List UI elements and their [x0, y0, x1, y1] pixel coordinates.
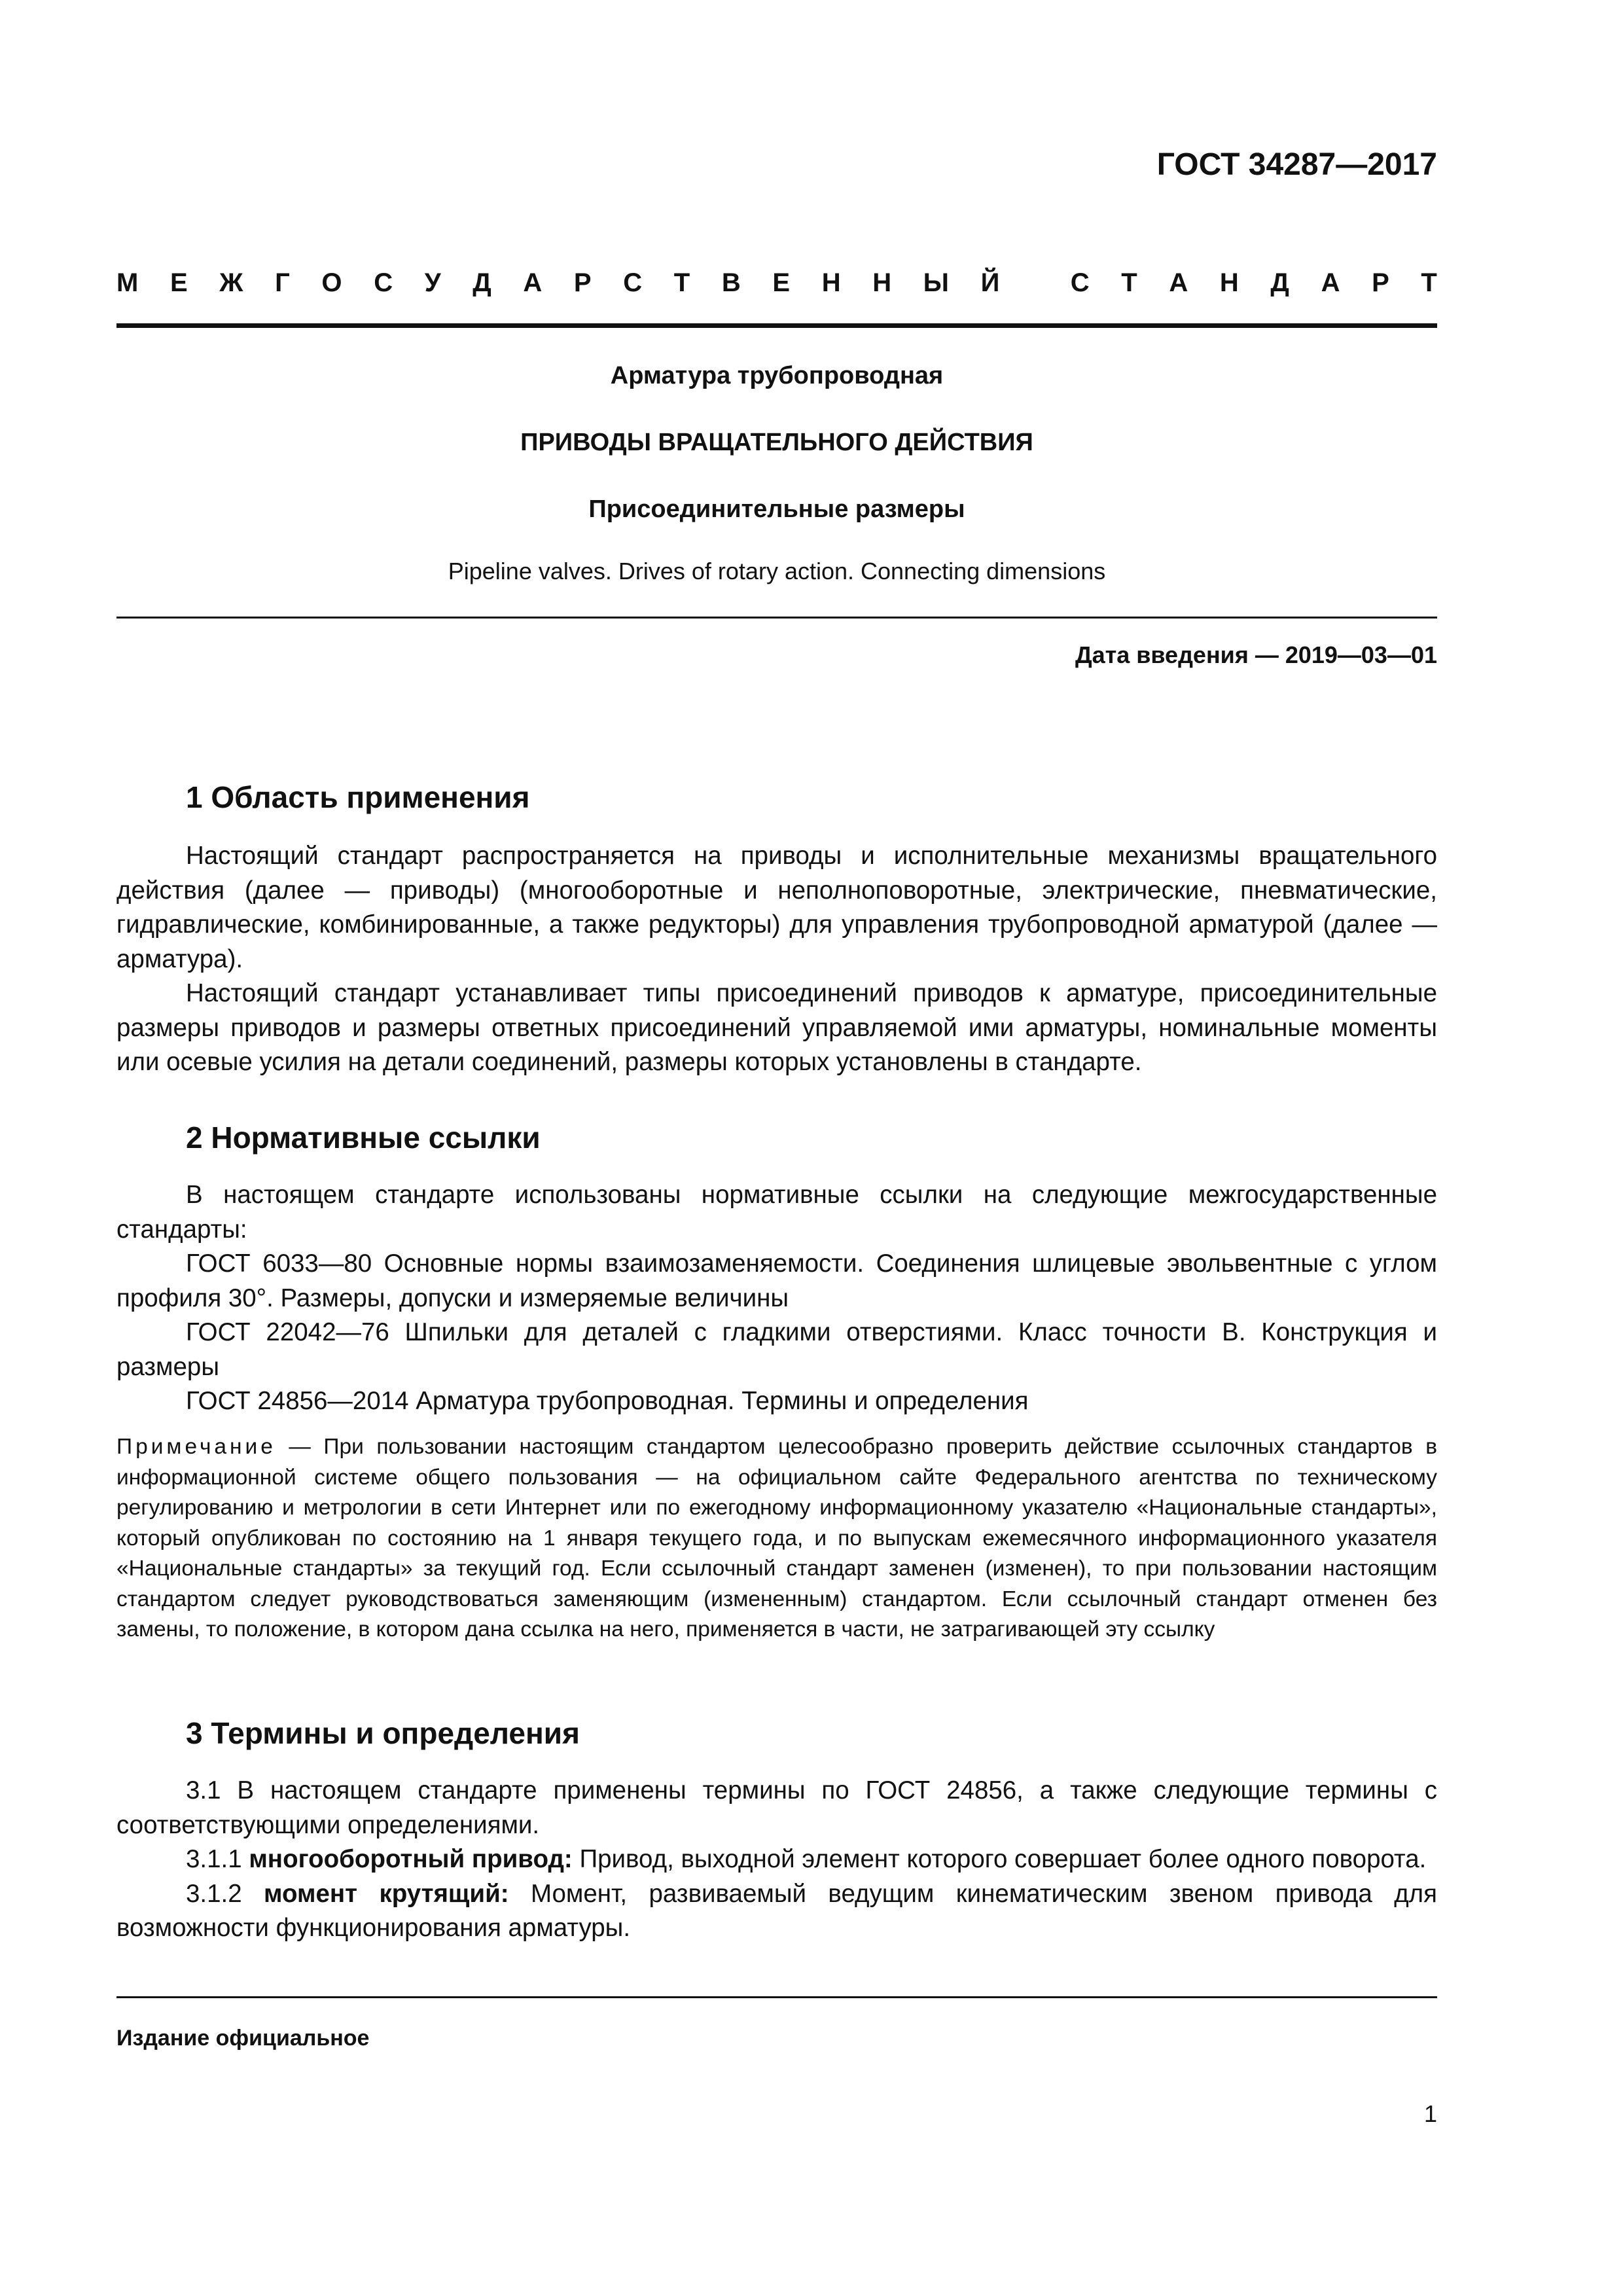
word-gap: [1031, 264, 1039, 301]
header-rule: [116, 323, 1437, 328]
definition: Момент, развиваемый ведущим кинематическим звеном привода для возможности функционирования арматуры.: [116, 1879, 1437, 1942]
paragraph: В настоящем стандарте использованы нормативные ссылки на следующие межгосударственные стандарты:: [116, 1181, 1437, 1244]
reference-item: ГОСТ 6033—80 Основные нормы взаимозаменяемости. Соединения шлицевые эвольвентные с углом профиля 30°. Размеры, допуски и измеряемые величины: [116, 1249, 1437, 1312]
term-number: 3.1.1: [186, 1845, 249, 1873]
letter: А: [1169, 268, 1188, 297]
letter: А: [1321, 268, 1340, 297]
letter: Р: [1372, 268, 1389, 297]
section-2-title: 2 Нормативные ссылки: [186, 1121, 541, 1155]
letter: Й: [980, 268, 1000, 297]
term: многооборотный привод:: [249, 1845, 573, 1873]
introduction-date: Дата введения — 2019—03—01: [1075, 641, 1437, 668]
letter: Т: [673, 268, 690, 297]
section-3-title: 3 Термины и определения: [186, 1716, 580, 1750]
term: момент крутящий:: [264, 1879, 509, 1908]
letter: В: [721, 268, 741, 297]
letter: С: [623, 268, 643, 297]
title-line-3: Присоединительные размеры: [588, 495, 965, 523]
term-definition: [116, 1877, 1437, 1946]
letter: Р: [573, 268, 592, 297]
letter: Д: [473, 268, 491, 297]
term-number: 3.1.2: [186, 1879, 264, 1908]
edition-label: Издание официальное: [116, 2026, 370, 2051]
paragraph: Настоящий стандарт устанавливает типы присоединений приводов к арматуре, присоединительные размеры приводов и размеры ответных присоединений управляемой ими арматуры, номинальные моменты или осевые усилия на детали соединений, размеры которых установлены в стандарте.: [116, 979, 1437, 1076]
section-3-body: [116, 1774, 1437, 1946]
reference-item: ГОСТ 24856—2014 Арматура трубопроводная. Термины и определения: [186, 1387, 1029, 1415]
letter: А: [523, 268, 543, 297]
letter: Т: [1121, 268, 1137, 297]
note-text: — При пользовании настоящим стандартом целесообразно проверить действие ссылочных стандартов в информационной системе общего пользования — на официальном сайте Федерального агентства по техническому регулированию и метрологии в сети Интернет или по ежегодному информационному указателю «Национальные стандарты», который опубликован по состоянию на 1 января текущего года, и по выпускам ежемесячного информационного указателя «Национальные стандарты» за текущий год. Если ссылочный стандарт заменен (изменен), то при пользовании настоящим стандартом следует руководствоваться заменяющим (измененным) стандартом. Если ссылочный стандарт отменен без замены, то положение, в котором дана ссылка на него, применяется в части, не затрагивающей эту ссылку: [116, 1435, 1437, 1641]
footer-rule: [116, 1996, 1437, 1998]
section-2-body: [116, 1178, 1437, 1419]
section-1-body: [116, 839, 1437, 1080]
section-1-title: 1 Область применения: [186, 780, 530, 814]
document-number: ГОСТ 34287—2017: [1156, 147, 1437, 182]
letter: Е: [772, 268, 791, 297]
letter: Д: [1270, 268, 1289, 297]
letter: Т: [1421, 268, 1437, 297]
title-english: Pipeline valves. Drives of rotary action. Connecting dimensions: [448, 558, 1106, 584]
letter: С: [374, 268, 393, 297]
letter: М: [116, 268, 139, 297]
letter: Н: [821, 268, 841, 297]
letter: О: [321, 268, 342, 297]
letter: Ж: [219, 268, 243, 297]
title-rule: [116, 617, 1437, 619]
letter: Н: [872, 268, 892, 297]
paragraph: 3.1 В настоящем стандарте применены термины по ГОСТ 24856, а также следующие термины с соответствующими определениями.: [116, 1776, 1437, 1839]
standard-type-heading: [116, 264, 1437, 301]
note-label: Примечание: [116, 1435, 276, 1459]
definition: Привод, выходной элемент которого совершает более одного поворота.: [572, 1845, 1427, 1873]
reference-item: ГОСТ 22042—76 Шпильки для деталей с гладкими отверстиями. Класс точности В. Конструкция и размеры: [116, 1318, 1437, 1381]
paragraph: Настоящий стандарт распространяется на приводы и исполнительные механизмы вращательного действия (далее — приводы) (многооборотные и неполноповоротные, электрические, пневматические, гидравлические, комбинированные, а также редукторы) для управления трубопроводной арматурой (далее — арматура).: [116, 842, 1437, 973]
letter: Г: [275, 268, 290, 297]
title-line-1: Арматура трубопроводная: [610, 362, 944, 389]
page-number: 1: [1423, 2100, 1437, 2127]
letter: Н: [1219, 268, 1239, 297]
title-line-2: ПРИВОДЫ ВРАЩАТЕЛЬНОГО ДЕЙСТВИЯ: [520, 429, 1033, 456]
letter: У: [424, 268, 441, 297]
letter: С: [1070, 268, 1090, 297]
term-definition: [116, 1842, 1437, 1877]
reference-note: [116, 1432, 1437, 1645]
letter: Е: [169, 268, 188, 297]
letter: Ы: [923, 268, 949, 297]
